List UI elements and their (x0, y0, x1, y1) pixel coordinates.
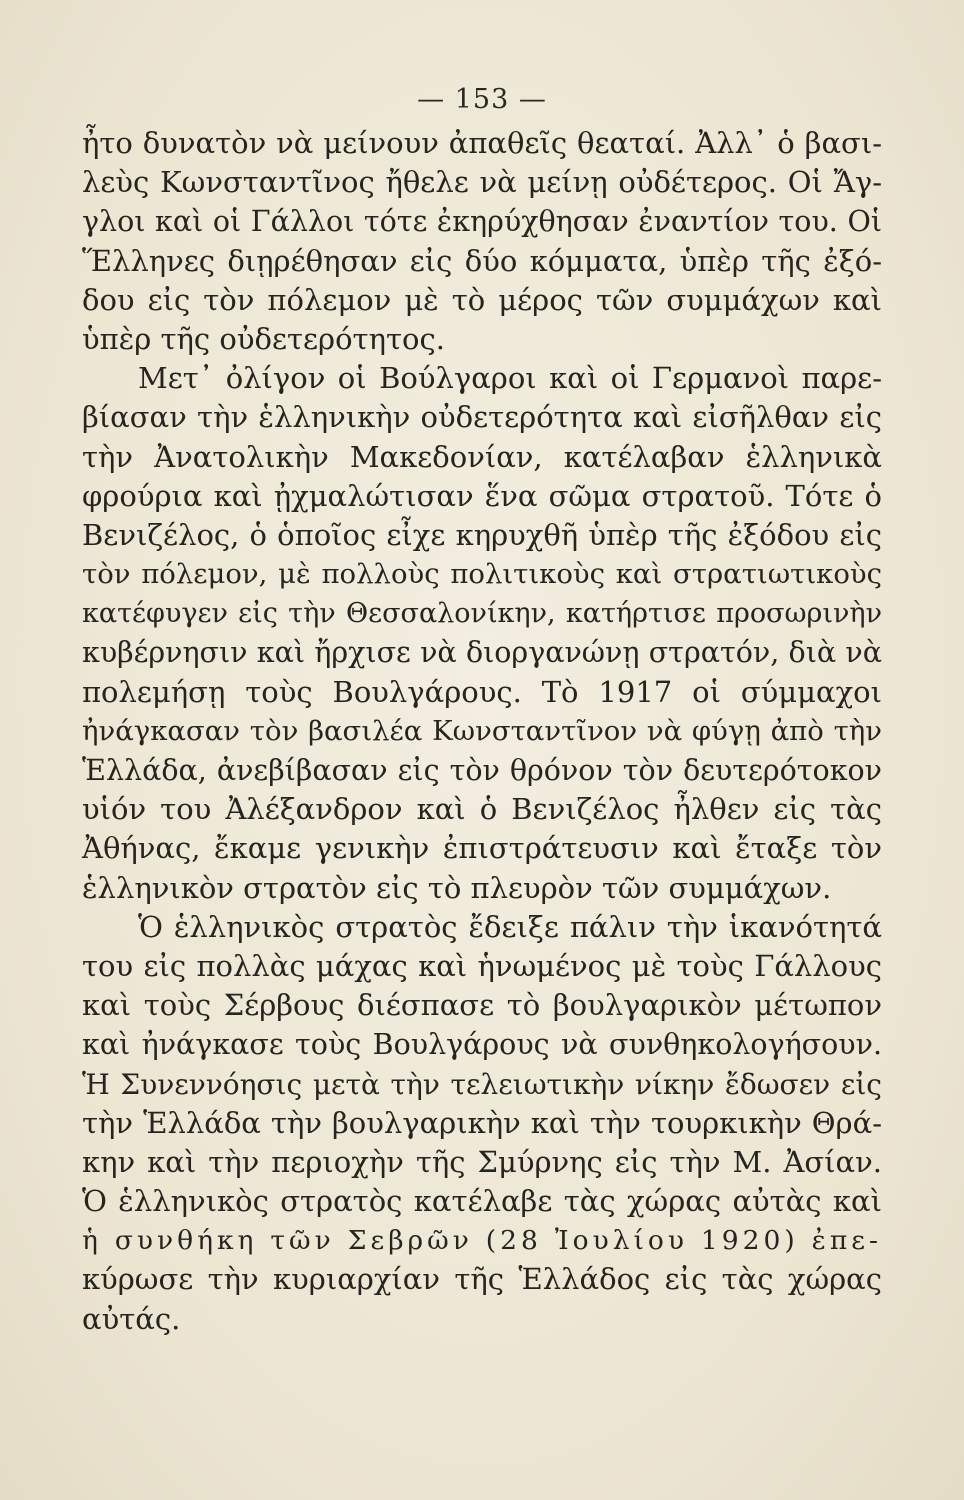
text-line: ὑπὲρ τῆς οὐδετερότητος. (82, 321, 445, 356)
text-line: Ὁ ἑλληνικὸς στρατὸς κατέλαβε τὰς χώρας αὐτὰς καὶ (82, 1184, 882, 1219)
page-number: — 153 — (417, 84, 547, 115)
text-line: κην καὶ τὴν περιοχὴν τῆς Σμύρνης εἰς τὴν Μ. Ἀσίαν. (82, 1144, 882, 1179)
text-line: Ὁ ἑλληνικὸς στρατὸς ἔδειξε πάλιν τὴν ἱκανότητά (138, 909, 882, 944)
text-line: ἦτο δυνατὸν νὰ μείνουν ἀπαθεῖς θεαταί. Ἀλλ᾽ ὁ βασι- (82, 126, 882, 160)
body-text (82, 124, 882, 1339)
text-line: φρούρια καὶ ᾐχμαλώτισαν ἕνα σῶμα στρατοῦ. Τότε ὁ (82, 478, 882, 513)
text-line: τὴν Ἑλλάδα τὴν βουλγαρικὴν καὶ τὴν τουρκικὴν Θρά- (82, 1105, 882, 1140)
text-line: ἡ συνθήκη τῶν Σεβρῶν (28 Ἰουλίου 1920) ἐπε- (82, 1225, 882, 1257)
text-line: τὴν Ἀνατολικὴν Μακεδονίαν, κατέλαβαν ἑλληνικὰ (82, 439, 882, 474)
text-line: κατέφυγεν εἰς τὴν Θεσσαλονίκην, κατήρτισε προσωρινὴν (82, 598, 882, 630)
text-line: καὶ τοὺς Σέρβους διέσπασε τὸ βουλγαρικὸν μέτωπον (82, 988, 882, 1023)
text-line: γλοι καὶ οἱ Γάλλοι τότε ἐκηρύχθησαν ἐναντίον του. Οἱ (82, 205, 882, 239)
text-line: Ἀθήνας, ἔκαμε γενικὴν ἐπιστράτευσιν καὶ ἔταξε τὸν (82, 831, 882, 866)
text-line: βίασαν τὴν ἑλληνικὴν οὐδετερότητα καὶ εἰσῆλθαν εἰς (82, 400, 882, 435)
text-line: Ἑλλάδα, ἀνεβίβασαν εἰς τὸν θρόνον τὸν δευτερότοκον (82, 754, 882, 787)
text-line: αὐτάς. (82, 1301, 181, 1336)
text-line: κύρωσε τὴν κυριαρχίαν τῆς Ἑλλάδος εἰς τὰς χώρας (82, 1262, 882, 1297)
text-line: τὸν πόλεμον, μὲ πολλοὺς πολιτικοὺς καὶ στρατιωτικοὺς (82, 558, 882, 591)
text-line: ἠνάγκασαν τὸν βασιλέα Κωνσταντῖνον νὰ φύγῃ ἀπὸ τὴν (82, 714, 882, 747)
text-line: καὶ ἠνάγκασε τοὺς Βουλγάρους νὰ συνθηκολογήσουν. (82, 1028, 882, 1062)
text-line: Μετ᾽ ὀλίγον οἱ Βούλγαροι καὶ οἱ Γερμανοὶ παρε- (138, 361, 882, 396)
text-line: ἑλληνικὸν στρατὸν εἰς τὸ πλευρὸν τῶν συμμάχων. (82, 870, 832, 905)
text-line: Ἡ Συνεννόησις μετὰ τὴν τελειωτικὴν νίκην ἔδωσεν εἰς (82, 1067, 882, 1101)
text-line: δου εἰς τὸν πόλεμον μὲ τὸ μέρος τῶν συμμάχων καὶ (82, 282, 882, 317)
text-line: Βενιζέλος, ὁ ὁποῖος εἶχε κηρυχθῆ ὑπὲρ τῆς ἐξόδου εἰς (82, 517, 882, 552)
text-line: υἱόν του Ἀλέξανδρον καὶ ὁ Βενιζέλος ἦλθεν εἰς τὰς (82, 792, 882, 827)
text-line: του εἰς πολλὰς μάχας καὶ ἡνωμένος μὲ τοὺς Γάλλους (82, 948, 882, 983)
text-line: κυβέρνησιν καὶ ἤρχισε νὰ διοργανώνῃ στρατόν, διὰ νὰ (82, 636, 882, 670)
text-line: Ἕλληνες διῃρέθησαν εἰς δύο κόμματα, ὑπὲρ τῆς ἐξό- (82, 243, 882, 278)
text-line: πολεμήσῃ τοὺς Βουλγάρους. Τὸ 1917 οἱ σύμμαχοι (82, 674, 882, 709)
text-line: λεὺς Κωνσταντῖνος ἤθελε νὰ μείνῃ οὐδέτερος. Οἱ Ἄγ- (82, 165, 882, 200)
